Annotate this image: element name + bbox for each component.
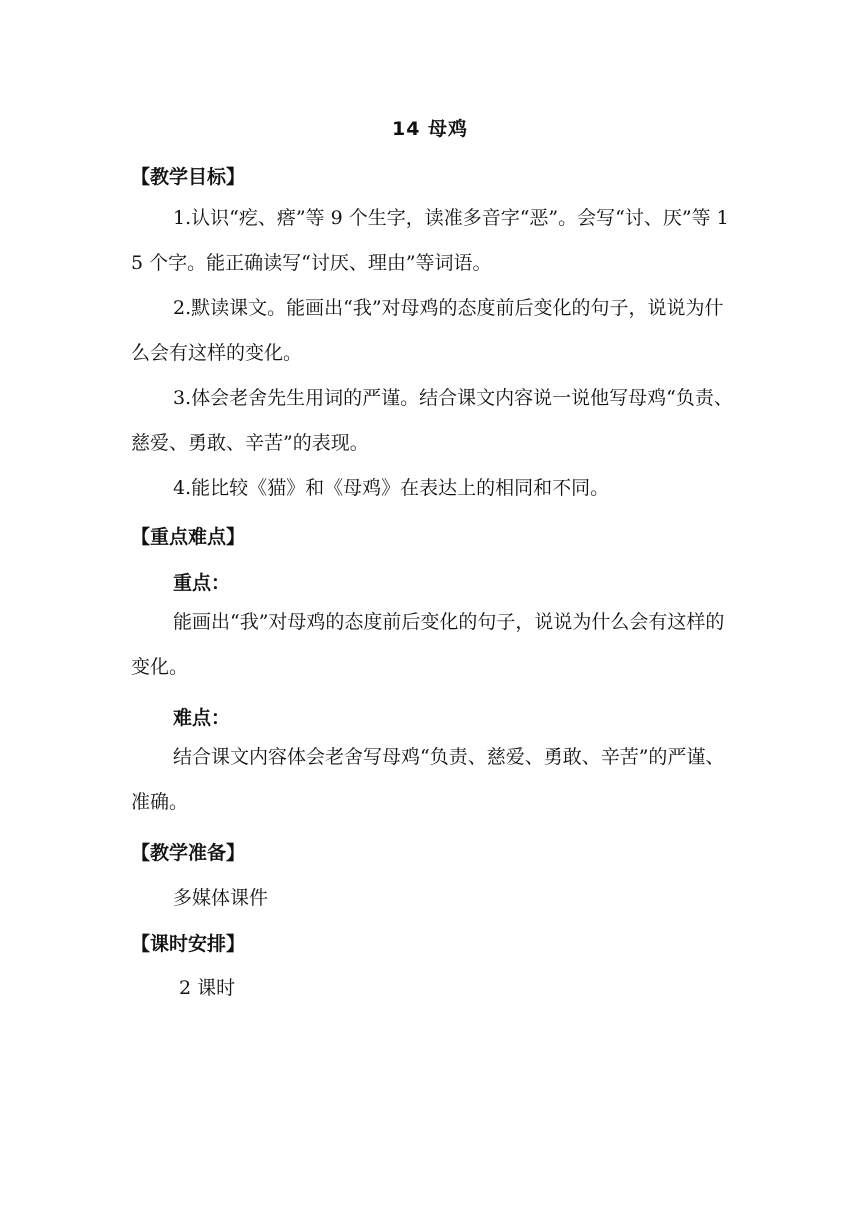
focus-label: 重点： xyxy=(173,572,231,594)
difficulty-label: 难点： xyxy=(173,707,231,729)
focus-text: 能画出“我”对母鸡的态度前后变化的句子，说说为什么会有这样的变化。 xyxy=(131,611,725,678)
section-heading-goals: 【教学目标】 xyxy=(131,166,246,188)
document-title: 14 母鸡 xyxy=(391,118,469,140)
goal-item-3: 3.体会老舍先生用词的严谨。结合课文内容说一说他写母鸡“负责、慈爱、勇敢、辛苦”的表现。 xyxy=(131,387,733,454)
section-heading-schedule: 【课时安排】 xyxy=(131,933,246,955)
difficulty-text: 结合课文内容体会老舍写母鸡“负责、慈爱、勇敢、辛苦”的严谨、准确。 xyxy=(131,746,725,813)
preparation-text: 多媒体课件 xyxy=(173,887,269,909)
section-heading-preparation: 【教学准备】 xyxy=(131,842,246,864)
schedule-text: 2 课时 xyxy=(173,977,236,999)
goal-item-4: 4.能比较《猫》和《母鸡》在表达上的相同和不同。 xyxy=(173,477,610,499)
section-heading-key-points: 【重点难点】 xyxy=(131,526,246,548)
goal-item-1: 1.认识“疙、瘩”等 9 个生字，读准多音字“恶”。会写“讨、厌”等 15 个字。能正确读写“讨厌、理由”等词语。 xyxy=(131,207,729,274)
goal-item-2: 2.默读课文。能画出“我”对母鸡的态度前后变化的句子，说说为什么会有这样的变化。 xyxy=(131,297,724,364)
